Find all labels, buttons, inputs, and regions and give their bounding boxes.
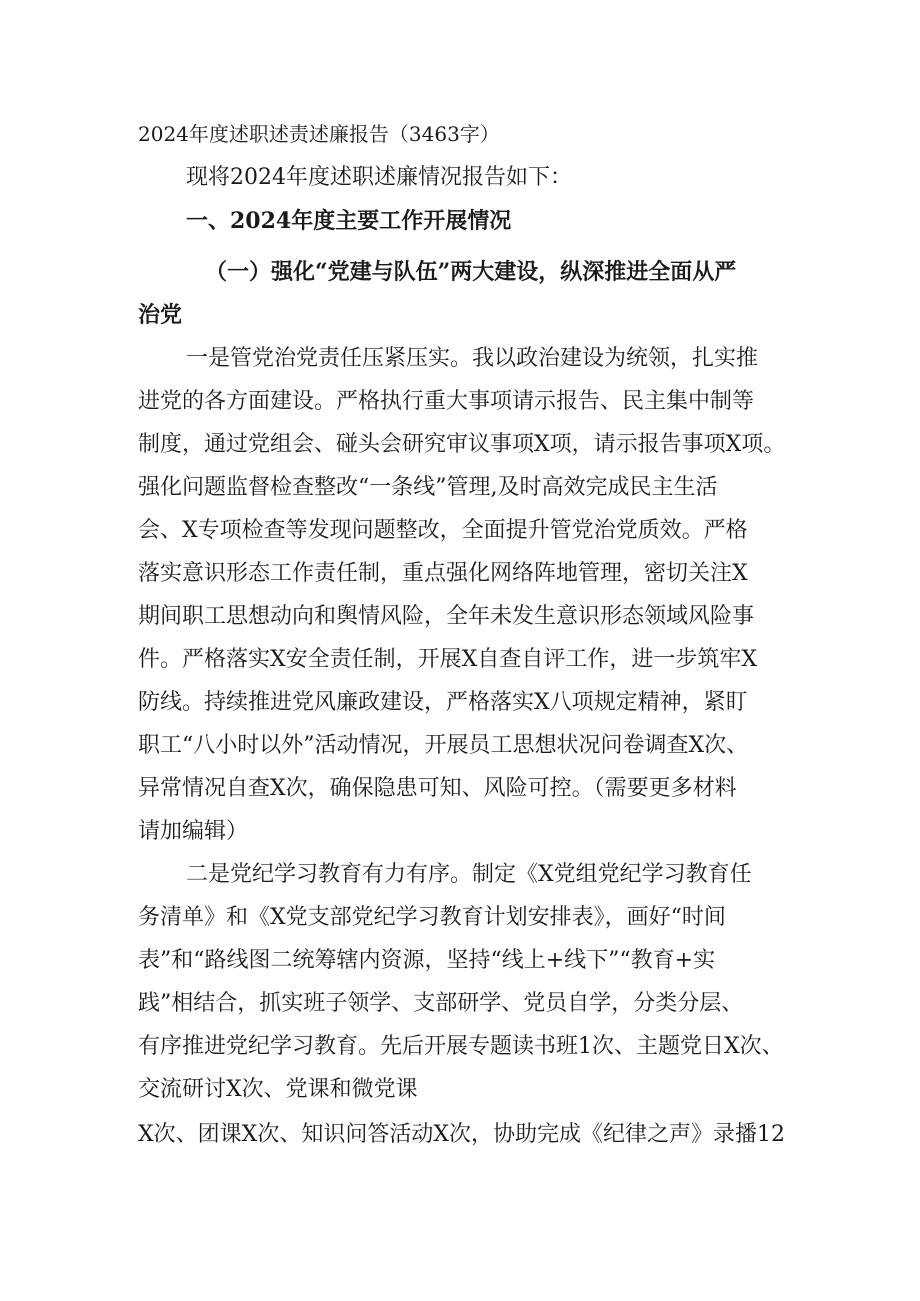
- paragraph-2-line: 二是党纪学习教育有力有序。制定《X党组党纪学习教育任: [186, 862, 752, 887]
- paragraph-2-line: 有序推进党纪学习教育。先后开展专题读书班1次、主题党日X次、: [138, 1034, 784, 1059]
- paragraph-1-line: 职工“八小时以外”活动情况，开展员工思想状况问卷调查X次、: [138, 733, 749, 758]
- paragraph-2-line: 表”和“路线图二统筹辖内资源，坚持“线上+线下”“教育+实: [138, 948, 716, 973]
- paragraph-1-line: 异常情况自查X次，确保隐患可知、风险可控。（需要更多材料: [138, 776, 737, 801]
- paragraph-1-line: 期间职工思想动向和舆情风险，全年未发生意识形态领域风险事: [138, 604, 755, 629]
- paragraph-1-line: 制度，通过党组会、碰头会研究审议事项X项，请示报告事项X项。: [138, 432, 786, 457]
- paragraph-1-line: 会、X专项检查等发现问题整改，全面提升管党治党质效。严格: [138, 518, 748, 543]
- paragraph-2-line: 践”相结合，抓实班子领学、支部研学、党员自学，分类分层、: [138, 991, 744, 1016]
- section-heading-1: 一、2024年度主要工作开展情况: [186, 208, 512, 234]
- paragraph-1-line: 强化问题监督检查整改“一条线”管理,及时高效完成民主生活: [138, 475, 718, 500]
- intro-paragraph: 现将2024年度述职述廉情况报告如下：: [186, 165, 572, 190]
- paragraph-1-line: 防线。持续推进党风廉政建设，严格落实X八项规定精神，紧盯: [138, 690, 748, 715]
- subsection-heading-1-line1: （一）强化“党建与队伍”两大建设，纵深推进全面从严: [205, 259, 737, 285]
- paragraph-2-line: 交流研讨X次、党课和微党课: [138, 1077, 418, 1102]
- subsection-heading-1-line2: 治党: [138, 302, 183, 328]
- paragraph-1-line: 进党的各方面建设。严格执行重大事项请示报告、民主集中制等: [138, 389, 755, 414]
- paragraph-1-line: 请加编辑）: [138, 819, 249, 844]
- paragraph-1-line: 一是管党治党责任压紧压实。我以政治建设为统领，扎实推: [186, 346, 759, 371]
- paragraph-2-line: X次、团课X次、知识问答活动X次，协助完成《纪律之声》录播12: [138, 1122, 785, 1147]
- paragraph-1-line: 落实意识形态工作责任制，重点强化网络阵地管理，密切关注X: [138, 561, 748, 586]
- document-title: 2024年度述职述责述廉报告（3463字）: [138, 122, 500, 146]
- paragraph-2-line: 务清单》和《X党支部党纪学习教育计划安排表》，画好“时间: [138, 905, 726, 930]
- paragraph-1-line: 件。严格落实X安全责任制，开展X自查自评工作，进一步筑牢X: [138, 647, 757, 672]
